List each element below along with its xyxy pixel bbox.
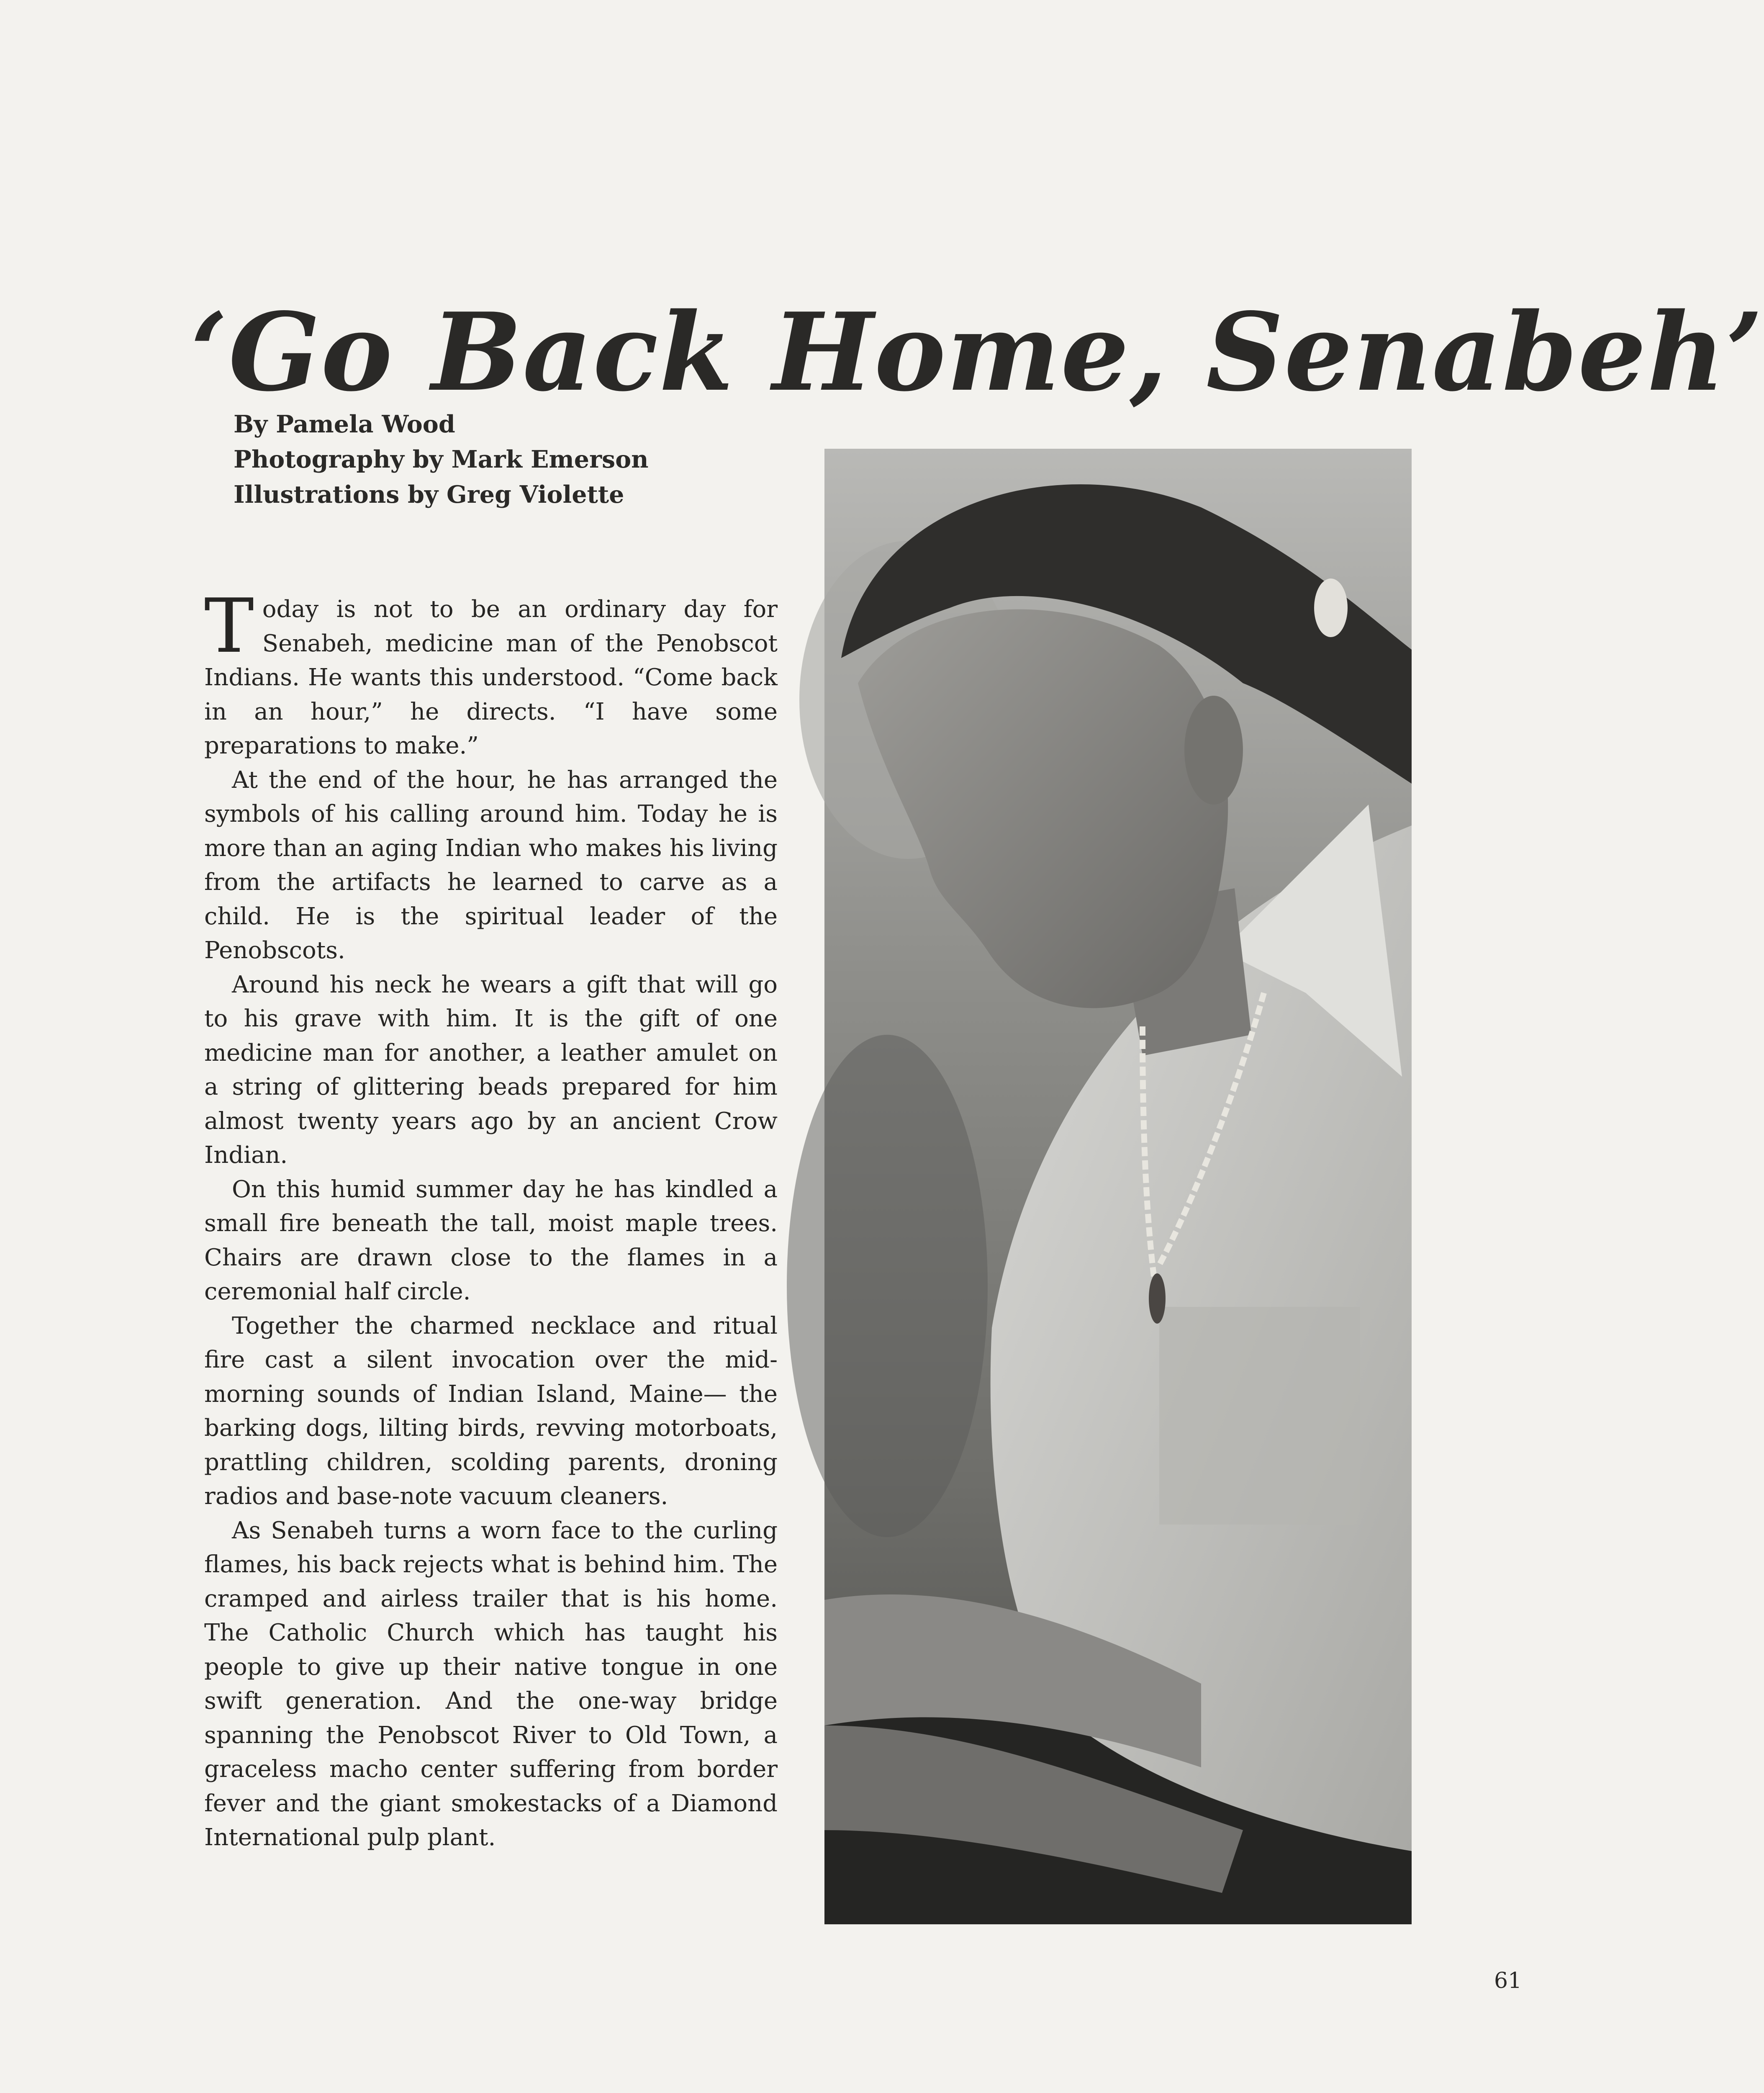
article-body xyxy=(204,583,778,1855)
photography-credit: Photography by Mark Emerson xyxy=(234,445,649,473)
paragraph-2: At the end of the hour, he has arranged the symbols of his calling around him. Today he is more than an aging Indian who makes his living from the artifacts he learned to carve as a child. He is the spiritual leader of the Penobscots. xyxy=(204,766,778,964)
paragraph-1-text: oday is not to be an ordinary day for Senabeh, medicine man of the Penobscot Indians. He wants this understood. “Come back in an hour,” he directs. “I have some preparations to make.” xyxy=(204,596,778,759)
author-credit: By Pamela Wood xyxy=(234,410,455,438)
paragraph-4: On this humid summer day he has kindled a small fire beneath the tall, moist maple trees. Chairs are drawn close to the flames in a ceremonial half circle. xyxy=(204,1175,778,1305)
paragraph-6: As Senabeh turns a worn face to the curling flames, his back rejects what is behind him. The cramped and airless trailer that is his home. The Catholic Church which has taught his people to give up their native tongue in one swift generation. And the one-way bridge spanning the Penobscot River to Old Town, a graceless macho center suffering from border fever and the giant smokestacks of a Diamond International pulp plant. xyxy=(204,1517,778,1851)
paragraph-5: Together the charmed necklace and ritual fire cast a silent invocation over the mid-morning sounds of Indian Island, Maine— the barking dogs, lilting birds, revving motorboats, prattling children, scolding parents, droning radios and base-note vacuum cleaners. xyxy=(204,1312,778,1510)
drop-cap: T xyxy=(204,583,254,669)
paragraph-3: Around his neck he wears a gift that will go to his grave with him. It is the gift of one medicine man for another, a leather amulet on a string of glittering beads prepared for him almost twenty years ago by an ancient Crow Indian. xyxy=(204,971,778,1169)
credits-block xyxy=(234,407,649,512)
illustrations-credit: Illustrations by Greg Violette xyxy=(234,481,624,509)
portrait-photo xyxy=(824,449,1412,1924)
page-title: ‘Go Back Home, Senabeh’ xyxy=(190,289,1764,415)
paragraph-1 xyxy=(204,583,778,763)
page-number: 61 xyxy=(1494,1968,1522,1993)
